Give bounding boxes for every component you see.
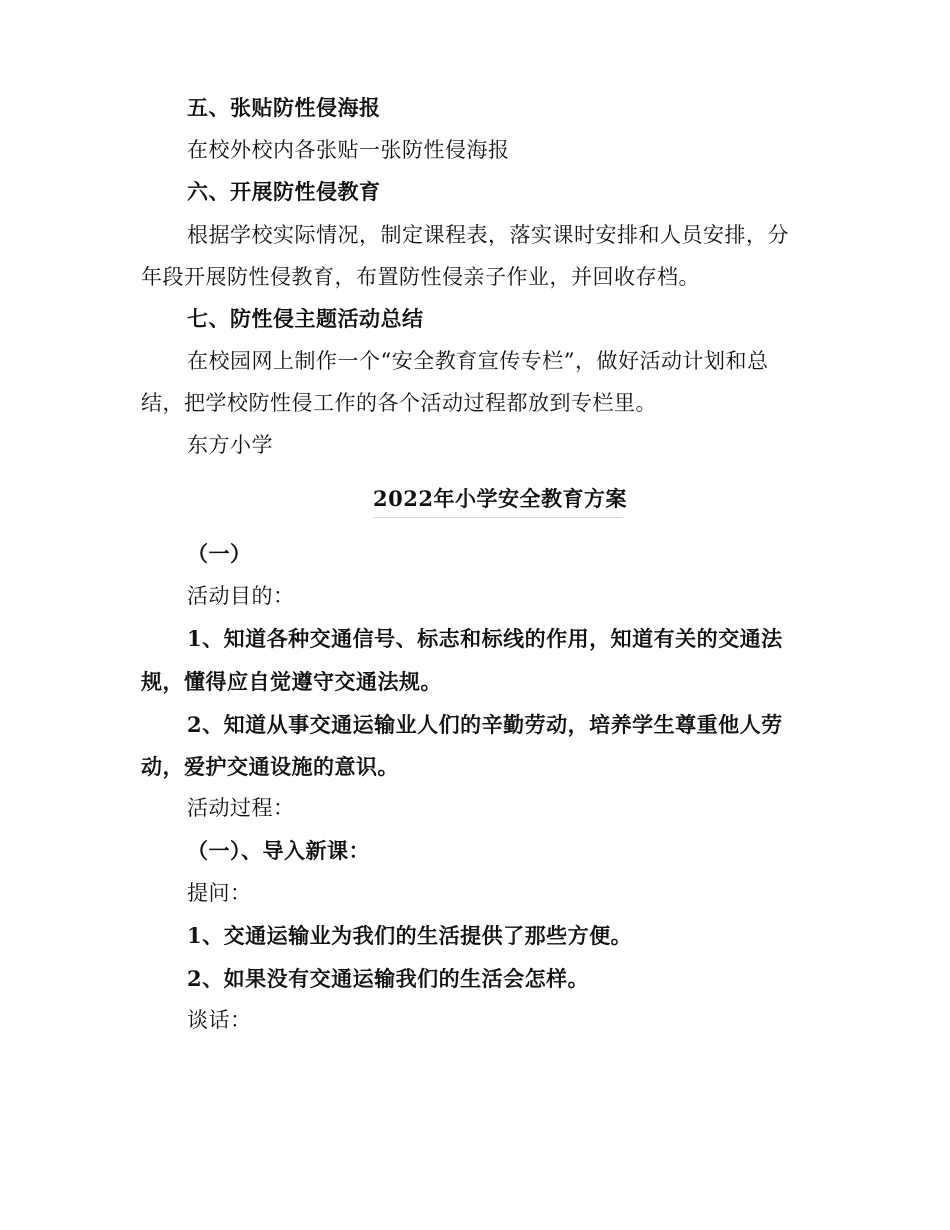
section-text-6-line-2: 年段开展防性侵教育，布置防性侵亲子作业，并回收存档。 [141,265,700,289]
signature: 东方小学 [187,433,273,457]
goal-1-line-1: 1、知道各种交通信号、标志和标线的作用，知道有关的交通法 [187,626,783,651]
process-label: 活动过程： [187,796,295,820]
question-1: 1、交通运输业为我们的生活提供了那些方便。 [187,923,633,948]
section-text-7-line-2: 结，把学校防性侵工作的各个活动过程都放到专栏里。 [141,391,657,415]
section-heading-7: 七、防性侵主题活动总结 [187,306,424,331]
question-2: 2、如果没有交通运输我们的生活会怎样。 [187,966,590,991]
part-label: （一） [187,541,252,566]
goal-2-line-1: 2、知道从事交通运输业人们的辛勤劳动，培养学生尊重他人劳 [187,712,783,737]
section-text-5: 在校外校内各张贴一张防性侵海报 [187,138,510,162]
section-heading-6: 六、开展防性侵教育 [187,179,381,204]
section-text-6-line-1: 根据学校实际情况，制定课程表，落实课时安排和人员安排，分 [187,223,789,247]
section-text-7-line-1: 在校园网上制作一个“安全教育宣传专栏”，做好活动计划和总 [187,349,769,373]
goal-2-line-2: 动，爱护交通设施的意识。 [141,754,399,779]
goal-1-line-2: 规，懂得应自觉遵守交通法规。 [141,669,442,694]
step-1-heading: （一）、导入新课： [187,838,370,863]
section-heading-5: 五、张贴防性侵海报 [187,95,381,120]
ask-label: 提问： [187,881,252,905]
talk-label: 谈话： [187,1008,252,1032]
document-title: 2022年小学安全教育方案 [373,485,623,518]
goal-label: 活动目的： [187,584,295,608]
